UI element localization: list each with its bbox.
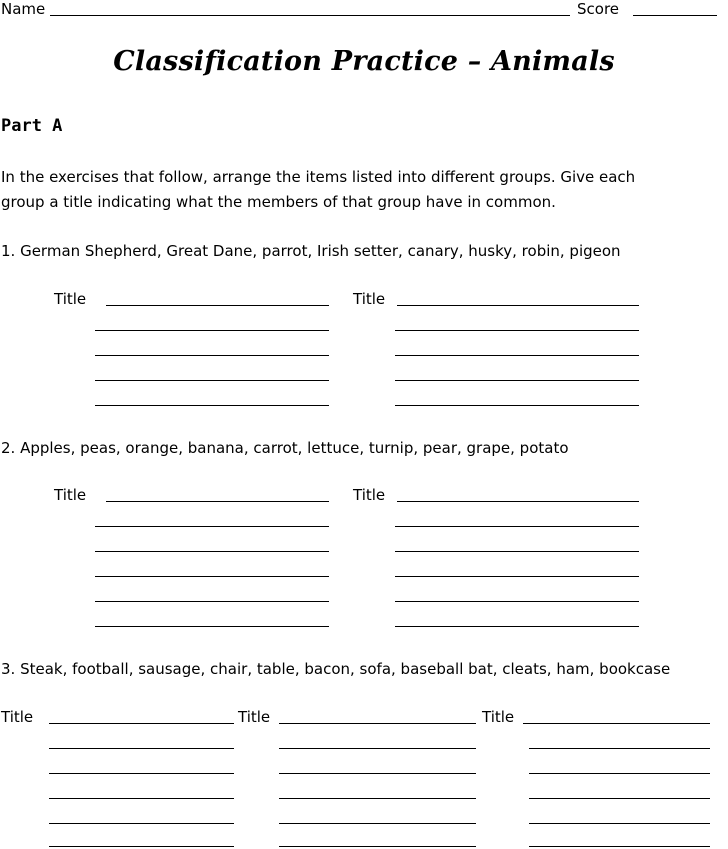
exercise-1-title-field-2[interactable] — [397, 305, 639, 306]
exercise-2-answer-line[interactable] — [95, 576, 329, 577]
exercise-3-answer-line[interactable] — [49, 823, 234, 824]
exercise-2-answer-line[interactable] — [395, 551, 639, 552]
exercise-2-title-field-2[interactable] — [397, 501, 639, 502]
exercise-1-answer-line[interactable] — [395, 355, 639, 356]
exercise-2-title-label-2: Title — [353, 486, 386, 504]
exercise-3-answer-line[interactable] — [49, 748, 234, 749]
exercise-2-answer-line[interactable] — [95, 526, 329, 527]
exercise-2-title-label-1: Title — [54, 486, 87, 504]
instructions-line-1: In the exercises that follow, arrange the items listed into different groups. Give each — [1, 168, 636, 186]
exercise-3-answer-line[interactable] — [279, 748, 476, 749]
exercise-1-title-label-2: Title — [353, 290, 386, 308]
exercise-3-answer-line[interactable] — [279, 846, 476, 847]
exercise-3-answer-line[interactable] — [529, 748, 710, 749]
exercise-2-answer-line[interactable] — [395, 526, 639, 527]
exercise-1-answer-line[interactable] — [395, 330, 639, 331]
exercise-3-answer-line[interactable] — [49, 846, 234, 847]
exercise-3-answer-line[interactable] — [529, 773, 710, 774]
exercise-2-answer-line[interactable] — [95, 551, 329, 552]
exercise-1-answer-line[interactable] — [95, 405, 329, 406]
exercise-1-title-label-1: Title — [54, 290, 87, 308]
name-field[interactable] — [50, 15, 570, 16]
exercise-1-answer-line[interactable] — [95, 380, 329, 381]
exercise-3-answer-line[interactable] — [529, 798, 710, 799]
exercise-3-answer-line[interactable] — [49, 773, 234, 774]
score-field[interactable] — [633, 15, 717, 16]
exercise-2-title-field-1[interactable] — [106, 501, 329, 502]
exercise-3-answer-line[interactable] — [279, 773, 476, 774]
exercise-1-answer-line[interactable] — [395, 380, 639, 381]
name-label: Name — [1, 0, 46, 18]
exercise-2-answer-line[interactable] — [395, 601, 639, 602]
exercise-2-answer-line[interactable] — [395, 626, 639, 627]
exercise-3-answer-line[interactable] — [49, 798, 234, 799]
exercise-3-title-label-3: Title — [482, 708, 515, 726]
instructions-line-2: group a title indicating what the members of that group have in common. — [1, 193, 556, 211]
exercise-1-answer-line[interactable] — [395, 405, 639, 406]
exercise-3-title-field-1[interactable] — [49, 723, 234, 724]
exercise-3-title-label-1: Title — [1, 708, 34, 726]
exercise-1-answer-line[interactable] — [95, 330, 329, 331]
exercise-3-answer-line[interactable] — [529, 846, 710, 847]
exercise-3-answer-line[interactable] — [529, 823, 710, 824]
exercise-2-answer-line[interactable] — [95, 601, 329, 602]
exercise-3-title-field-3[interactable] — [523, 723, 710, 724]
exercise-3-title-label-2: Title — [238, 708, 271, 726]
exercise-1-answer-line[interactable] — [95, 355, 329, 356]
exercise-3-items: 3. Steak, football, sausage, chair, table, bacon, sofa, baseball bat, cleats, ham, bookcase — [1, 660, 671, 678]
part-label: Part A — [1, 116, 63, 136]
exercise-3-answer-line[interactable] — [279, 798, 476, 799]
score-label: Score — [577, 0, 620, 18]
exercise-3-answer-line[interactable] — [279, 823, 476, 824]
exercise-3-title-field-2[interactable] — [279, 723, 476, 724]
exercise-2-answer-line[interactable] — [95, 626, 329, 627]
page-title: Classification Practice – Animals — [113, 46, 615, 77]
exercise-2-answer-line[interactable] — [395, 576, 639, 577]
exercise-2-items: 2. Apples, peas, orange, banana, carrot, lettuce, turnip, pear, grape, potato — [1, 439, 569, 457]
exercise-1-title-field-1[interactable] — [106, 305, 329, 306]
exercise-1-items: 1. German Shepherd, Great Dane, parrot, Irish setter, canary, husky, robin, pigeon — [1, 242, 621, 260]
